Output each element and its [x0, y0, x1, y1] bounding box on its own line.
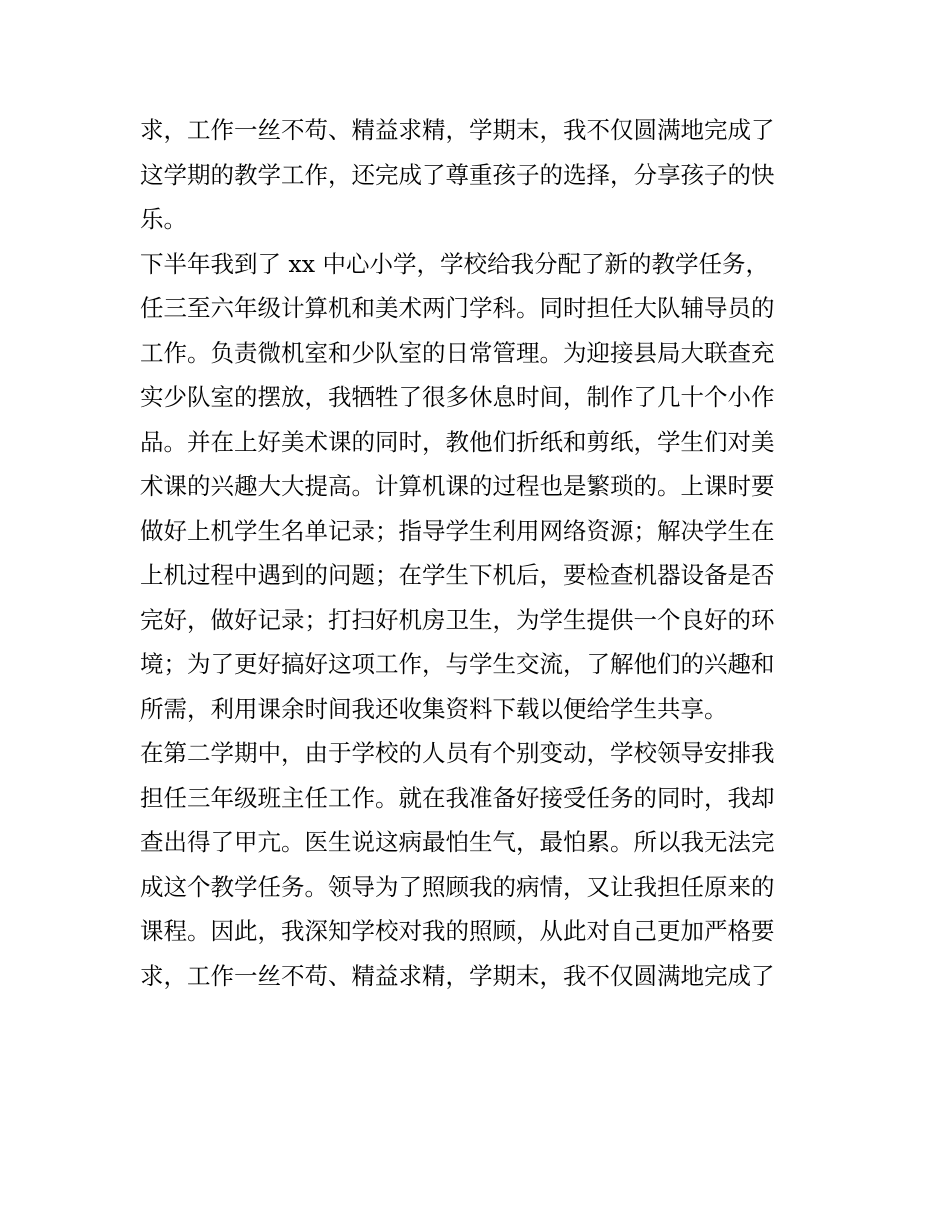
text-line: 这学期的教学工作，还完成了尊重孩子的选择，分享孩子的快: [140, 160, 775, 189]
text-line: 工作。负责微机室和少队室的日常管理。为迎接县局大联查充: [140, 338, 775, 367]
text-line: 求，工作一丝不苟、精益求精，学期末，我不仅圆满地完成了: [140, 961, 775, 990]
text-line: 做好上机学生名单记录；指导学生利用网络资源；解决学生在: [140, 516, 775, 545]
text-line: 成这个教学任务。领导为了照顾我的病情，又让我担任原来的: [140, 872, 775, 901]
text-line: 下半年我到了 xx 中心小学，学校给我分配了新的教学任务，: [140, 249, 769, 278]
text-line: 在第二学期中，由于学校的人员有个别变动，学校领导安排我: [140, 739, 775, 767]
text-line: 所需，利用课余时间我还收集资料下载以便给学生共享。: [140, 694, 728, 723]
text-line: 实少队室的摆放，我牺牲了很多休息时间，制作了几十个小作: [140, 383, 775, 411]
text-line: 课程。因此，我深知学校对我的照顾，从此对自己更加严格要: [140, 917, 775, 945]
text-line: 术课的兴趣大大提高。计算机课的过程也是繁琐的。上课时要: [140, 472, 775, 500]
text-line: 求，工作一丝不苟、精益求精，学期末，我不仅圆满地完成了: [140, 116, 775, 144]
text-line: 查出得了甲亢。医生说这病最怕生气，最怕累。所以我无法完: [140, 828, 775, 856]
text-line: 任三至六年级计算机和美术两门学科。同时担任大队辅导员的: [140, 294, 775, 322]
text-line: 担任三年级班主任工作。就在我准备好接受任务的同时，我却: [140, 783, 775, 812]
text-line: 境；为了更好搞好这项工作，与学生交流，了解他们的兴趣和: [140, 650, 775, 678]
text-line: 乐。: [140, 205, 187, 233]
text-line: 完好，做好记录；打扫好机房卫生，为学生提供一个良好的环: [140, 605, 775, 634]
text-line: 上机过程中遇到的问题；在学生下机后，要检查机器设备是否: [140, 561, 775, 589]
text-line: 品。并在上好美术课的同时，教他们折纸和剪纸，学生们对美: [140, 427, 775, 456]
body-text: [140, 108, 820, 998]
